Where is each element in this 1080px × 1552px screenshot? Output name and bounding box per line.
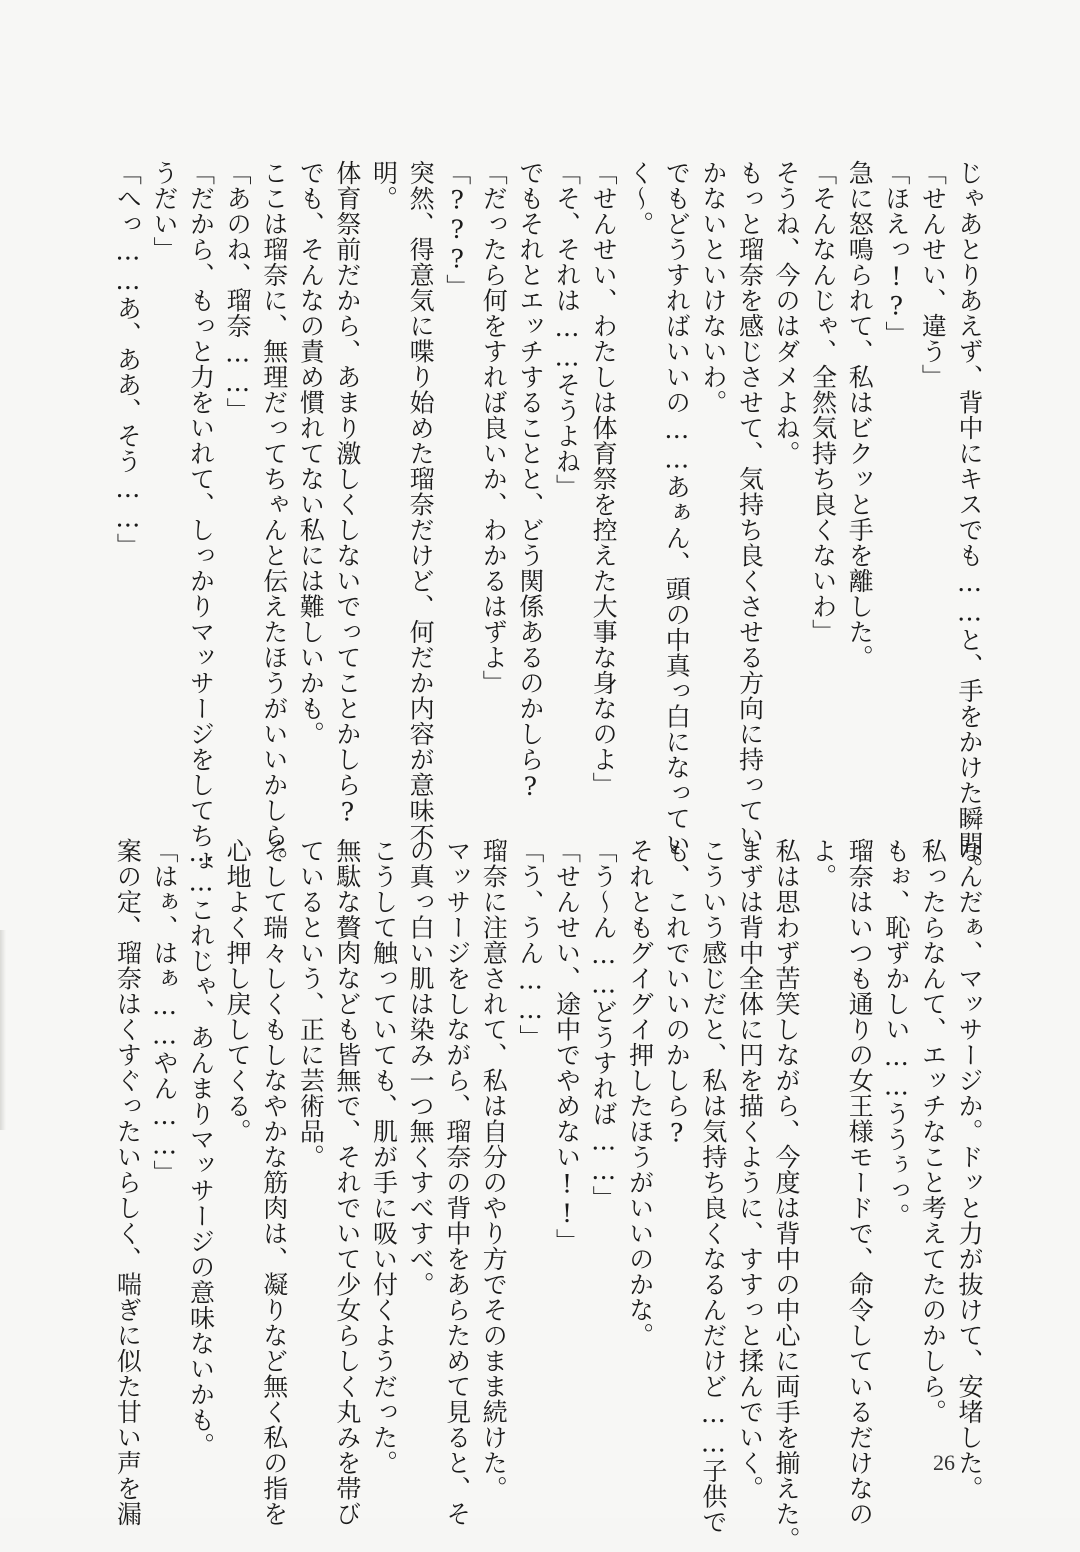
text-line: 無駄な贅肉なども皆無で、それでいて少女らしく丸みを帯び: [332, 838, 362, 1527]
text-line: 体育祭前だから、あまり激しくしないでってことかしら?: [332, 160, 362, 827]
text-line: そして瑞々しくもしなやかな筋肉は、凝りなど無く私の指を: [259, 838, 289, 1527]
text-line: なんだぁ、マッサージか。ドッと力が抜けて、安堵した。: [955, 838, 984, 1501]
text-line: かないといけないわ。: [698, 160, 728, 415]
text-line: もぉ、恥ずかしい……ううぅっ。: [881, 838, 911, 1229]
text-line: く〜。: [625, 160, 655, 237]
text-line: 「あのね、瑠奈……」: [223, 160, 253, 423]
text-line: 「せんせい、違う」: [918, 160, 948, 390]
text-line: こういう感じだと、私は気持ち良くなるんだけど……子供で: [698, 838, 728, 1535]
text-line: じゃあとりあえず、背中にキスでも……と、手をかけた瞬間。: [955, 160, 984, 882]
text-line: 「だから、もっと力をいれて、しっかりマッサージをしてちょ: [186, 160, 216, 874]
text-line: 「???」: [442, 160, 472, 300]
text-line: ……これじゃ、あんまりマッサージの意味ないかも。: [186, 838, 216, 1458]
text-line: 「そんなんじゃ、全然気持ち良くないわ」: [808, 160, 838, 645]
text-line: 「そ、それは……そうよね」: [552, 160, 582, 500]
text-line: 突然、得意気に喋り始めた瑠奈だけど、何だか内容が意味不: [406, 160, 436, 849]
text-line: も、これでいいのかしら?: [662, 838, 692, 1148]
text-line: 急に怒鳴られて、私はビクッと手を離した。: [845, 160, 875, 670]
text-line: 「せんせい、わたしは体育祭を控えた大事な身なのよ」: [589, 160, 619, 798]
text-line: もっと瑠奈を感じさせて、気持ち良くさせる方向に持ってい: [735, 160, 765, 849]
text-line: ここは瑠奈に、無理だってちゃんと伝えたほうがいいかしら。: [259, 160, 289, 874]
text-line: ているという、正に芸術品。: [296, 838, 326, 1170]
text-line: 心地よく押し戻してくる。: [223, 838, 253, 1144]
text-line: マッサージをしながら、瑠奈の背中をあらためて見ると、そ: [442, 838, 472, 1527]
text-line: 「へっ……あ、ああ、そう……」: [113, 160, 143, 559]
page-edge-shadow: [0, 930, 6, 1130]
text-line: でもそれとエッチすることと、どう関係あるのかしら?: [515, 160, 545, 802]
text-line: 「はぁ、はぁ……やん……」: [149, 838, 179, 1186]
text-line: 「だったら何をすれば良いか、わかるはずよ」: [479, 160, 509, 696]
text-line: 「う〜ん……どうすれば……」: [589, 838, 619, 1211]
text-line: 明。: [369, 160, 399, 211]
text-line: そうね、今のはダメよね。: [772, 160, 802, 466]
text-line: それともグイグイ押したほうがいいのかな。: [625, 838, 655, 1348]
text-line: 瑠奈に注意されて、私は自分のやり方でそのまま続けた。: [479, 838, 509, 1501]
text-line: まずは背中全体に円を描くように、すすっと揉んでいく。: [735, 838, 765, 1501]
text-line: でも、そんなの責め慣れてない私には難しいかも。: [296, 160, 326, 747]
text-line: うだい」: [149, 160, 179, 262]
text-line: 私は思わず苦笑しながら、今度は背中の中心に両手を揃えた。: [772, 838, 802, 1552]
text-line: 「う、うん……」: [515, 838, 545, 1050]
text-line: こうして触っていても、肌が手に吸い付くようだった。: [369, 838, 399, 1476]
page-number: 26: [933, 1450, 955, 1475]
text-line: の真っ白い肌は染み一つ無くすべすべ。: [406, 838, 436, 1297]
text-line: よ。: [808, 838, 838, 889]
upper-text-block: [109, 160, 987, 882]
text-line: 瑠奈はいつも通りの女王様モードで、命令しているだけなの: [845, 838, 875, 1527]
text-line: 案の定、瑠奈はくすぐったいらしく、喘ぎに似た甘い声を漏: [113, 838, 143, 1527]
text-line: 「ほえっ!?」: [881, 160, 911, 347]
text-line: 私ったらなんて、エッチなこと考えてたのかしら。: [918, 838, 948, 1425]
text-line: でもどうすればいいの……あぁん、頭の中真っ白になってい: [662, 160, 692, 857]
text-line: 「せんせい、途中でやめない!!」: [552, 838, 582, 1254]
